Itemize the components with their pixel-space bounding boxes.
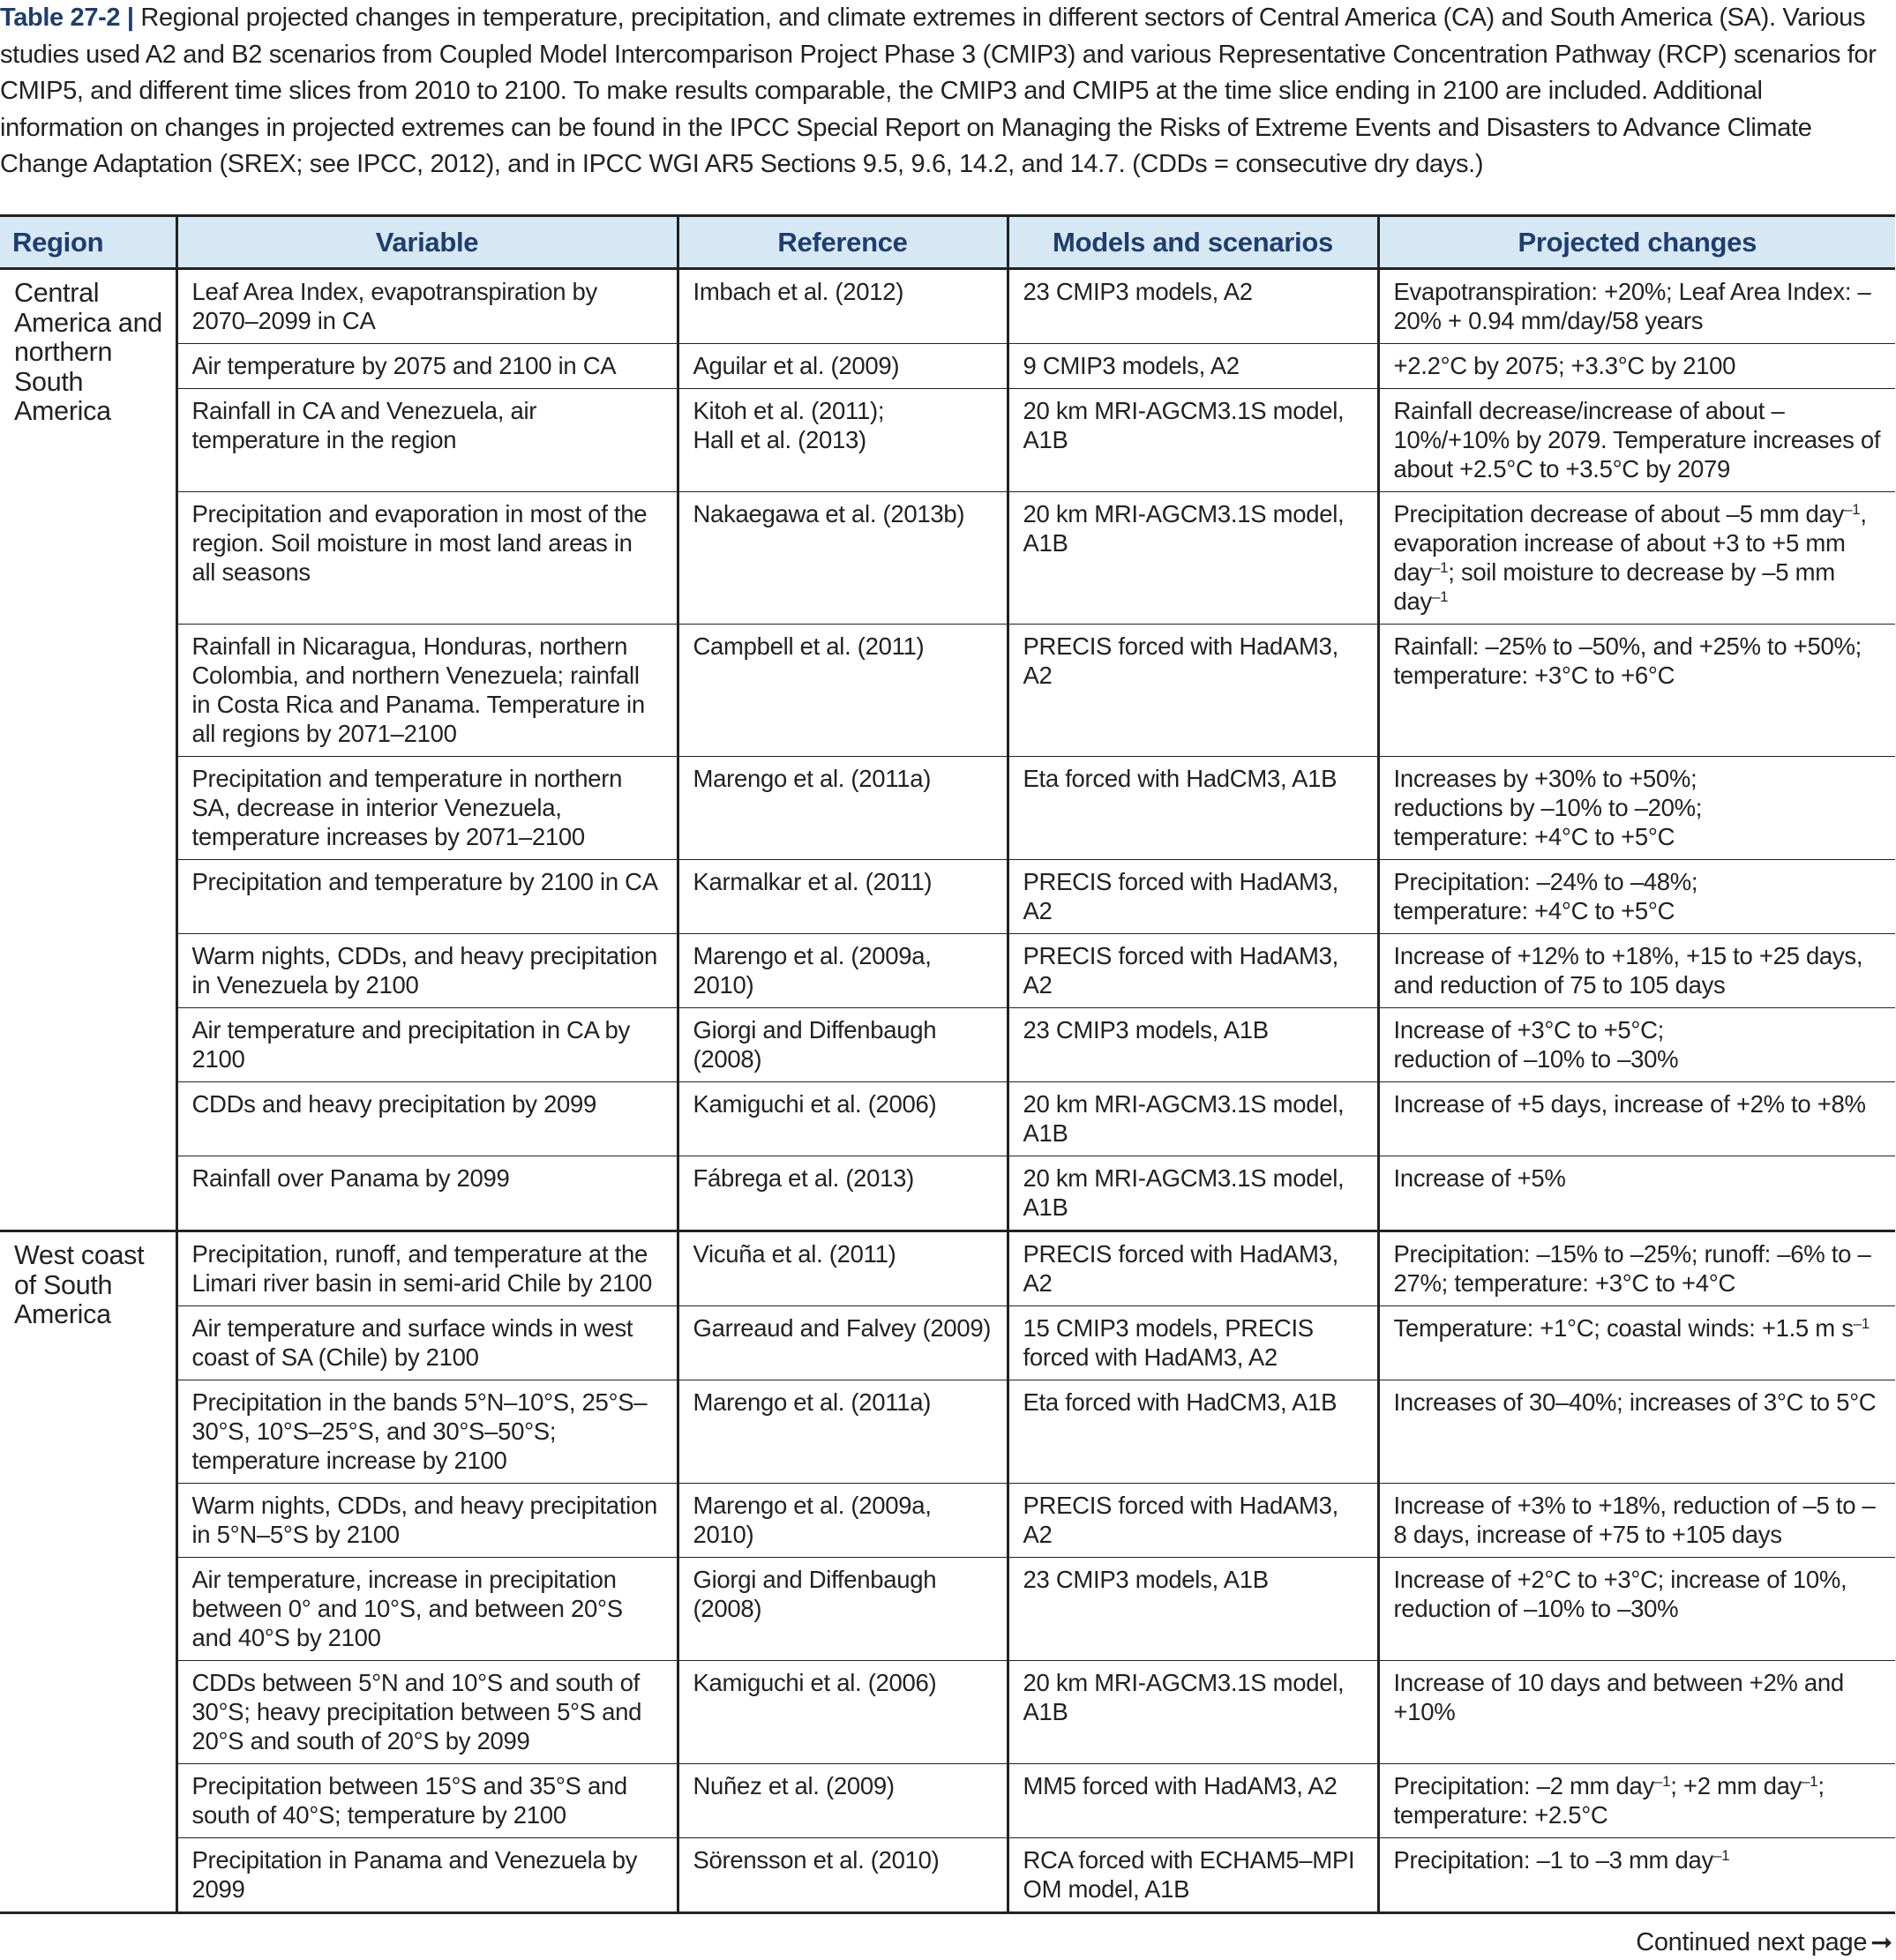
region-cell: Central America and northern South America	[0, 269, 176, 1231]
projected-cell: Precipitation decrease of about –5 mm day$^{-1}$, evaporation increase of about +3 to +5 mm day$^{-1}$; soil moisture to decrease by –5 mm day$^{-1}$	[1378, 492, 1895, 625]
projected-cell: Precipitation: –1 to –3 mm day$^{-1}$	[1378, 1838, 1895, 1913]
variable-cell: Precipitation in the bands 5°N–10°S, 25°S–30°S, 10°S–25°S, and 30°S–50°S; temperature increase by 2100	[176, 1380, 678, 1484]
table-row	[0, 389, 1895, 492]
projected-cell: Increase of 10 days and between +2% and +10%	[1378, 1661, 1895, 1764]
projected-cell: Increase of +5%	[1378, 1156, 1895, 1231]
table-row	[0, 1231, 1895, 1306]
table-row	[0, 344, 1895, 389]
table-caption	[0, 0, 1888, 183]
projected-cell: Rainfall: –25% to –50%, and +25% to +50%; temperature: +3°C to +6°C	[1378, 625, 1895, 757]
models-cell: 20 km MRI-AGCM3.1S model, A1B	[1008, 1082, 1378, 1156]
variable-cell: Rainfall in CA and Venezuela, air temperature in the region	[176, 389, 678, 492]
models-cell: PRECIS forced with HadAM3, A2	[1008, 934, 1378, 1008]
table-row	[0, 269, 1895, 344]
models-cell: PRECIS forced with HadAM3, A2	[1008, 1484, 1378, 1558]
table-row	[0, 1306, 1895, 1380]
continued-note	[1636, 1927, 1892, 1958]
table-row	[0, 1380, 1895, 1484]
variable-cell: Precipitation and temperature in northern SA, decrease in interior Venezuela, temperature increases by 2071–2100	[176, 757, 678, 860]
table-row	[0, 1558, 1895, 1661]
projected-cell: Increase of +3°C to +5°C; reduction of –10% to –30%	[1378, 1008, 1895, 1082]
models-cell: 15 CMIP3 models, PRECIS forced with HadAM3, A2	[1008, 1306, 1378, 1380]
table-row	[0, 1156, 1895, 1231]
table-row	[0, 625, 1895, 757]
table-row	[0, 1838, 1895, 1913]
models-cell: 23 CMIP3 models, A1B	[1008, 1558, 1378, 1661]
models-cell: PRECIS forced with HadAM3, A2	[1008, 1231, 1378, 1306]
table-row	[0, 1082, 1895, 1156]
continued-text: Continued next page	[1636, 1928, 1868, 1956]
models-cell: 20 km MRI-AGCM3.1S model, A1B	[1008, 492, 1378, 625]
region-cell: West coast of South America	[0, 1231, 176, 1913]
caption-text: Regional projected changes in temperature, precipitation, and climate extremes in different sectors of Central America (CA) and South America (SA). Various studies used A2 and B2 scenarios from Coupled Model Intercomparison Project Phase 3 (CMIP3) and various Representative Concentration Pathway (RCP) scenarios for CMIP5, and different time slices from 2010 to 2100. To make results comparable, the CMIP3 and CMIP5 at the time slice ending in 2100 are included. Additional information on changes in projected extremes can be found in the IPCC Special Report on Managing the Risks of Extreme Events and Disasters to Advance Climate Change Adaptation (SREX; see IPCC, 2012), and in IPCC WGI AR5 Sections 9.5, 9.6, 14.2, and 14.7. (CDDs = consecutive dry days.)	[0, 4, 1877, 178]
variable-cell: Precipitation and temperature by 2100 in CA	[176, 860, 678, 934]
projected-cell: Increase of +2°C to +3°C; increase of 10%, reduction of –10% to –30%	[1378, 1558, 1895, 1661]
reference-cell: Kamiguchi et al. (2006)	[678, 1661, 1008, 1764]
header-reference: Reference	[678, 216, 1008, 269]
reference-cell: Fábrega et al. (2013)	[678, 1156, 1008, 1231]
variable-cell: Precipitation, runoff, and temperature at the Limari river basin in semi-arid Chile by 2100	[176, 1231, 678, 1306]
header-region: Region	[0, 216, 176, 269]
models-cell: 20 km MRI-AGCM3.1S model, A1B	[1008, 1661, 1378, 1764]
reference-cell: Marengo et al. (2009a, 2010)	[678, 934, 1008, 1008]
variable-cell: CDDs and heavy precipitation by 2099	[176, 1082, 678, 1156]
models-cell: 20 km MRI-AGCM3.1S model, A1B	[1008, 1156, 1378, 1231]
reference-cell: Nakaegawa et al. (2013b)	[678, 492, 1008, 625]
projected-cell: Increases of 30–40%; increases of 3°C to 5°C	[1378, 1380, 1895, 1484]
table-row	[0, 860, 1895, 934]
models-cell: Eta forced with HadCM3, A1B	[1008, 1380, 1378, 1484]
header-variable: Variable	[176, 216, 678, 269]
header-models: Models and scenarios	[1008, 216, 1378, 269]
variable-cell: Air temperature and surface winds in west coast of SA (Chile) by 2100	[176, 1306, 678, 1380]
variable-cell: Air temperature, increase in precipitation between 0° and 10°S, and between 20°S and 40°S by 2100	[176, 1558, 678, 1661]
variable-cell: Precipitation and evaporation in most of the region. Soil moisture in most land areas in all seasons	[176, 492, 678, 625]
table-label: Table 27-2	[0, 4, 121, 32]
right-arrow-icon: ➞	[1870, 1928, 1892, 1957]
table-row	[0, 1484, 1895, 1558]
models-cell: 20 km MRI-AGCM3.1S model, A1B	[1008, 389, 1378, 492]
models-cell: 9 CMIP3 models, A2	[1008, 344, 1378, 389]
table-row	[0, 757, 1895, 860]
table-row	[0, 492, 1895, 625]
variable-cell: Air temperature and precipitation in CA by 2100	[176, 1008, 678, 1082]
reference-cell: Marengo et al. (2009a, 2010)	[678, 1484, 1008, 1558]
projected-cell: Evapotranspiration: +20%; Leaf Area Index: –20% + 0.94 mm/day/58 years	[1378, 269, 1895, 344]
projected-cell: Increase of +12% to +18%, +15 to +25 days, and reduction of 75 to 105 days	[1378, 934, 1895, 1008]
reference-cell: Nuñez et al. (2009)	[678, 1764, 1008, 1838]
variable-cell: Warm nights, CDDs, and heavy precipitation in 5°N–5°S by 2100	[176, 1484, 678, 1558]
reference-cell: Sörensson et al. (2010)	[678, 1838, 1008, 1913]
reference-cell: Giorgi and Diffenbaugh (2008)	[678, 1558, 1008, 1661]
reference-cell: Aguilar et al. (2009)	[678, 344, 1008, 389]
reference-cell: Campbell et al. (2011)	[678, 625, 1008, 757]
variable-cell: Rainfall in Nicaragua, Honduras, northern Colombia, and northern Venezuela; rainfall in Costa Rica and Panama. Temperature in all regions by 2071–2100	[176, 625, 678, 757]
models-cell: RCA forced with ECHAM5–MPI OM model, A1B	[1008, 1838, 1378, 1913]
projected-cell: Rainfall decrease/increase of about –10%/+10% by 2079. Temperature increases of about +2.5°C to +3.5°C by 2079	[1378, 389, 1895, 492]
reference-cell: Kitoh et al. (2011); Hall et al. (2013)	[678, 389, 1008, 492]
table-row	[0, 1661, 1895, 1764]
reference-cell: Karmalkar et al. (2011)	[678, 860, 1008, 934]
models-cell: MM5 forced with HadAM3, A2	[1008, 1764, 1378, 1838]
projected-cell: Temperature: +1°C; coastal winds: +1.5 m $s^{-1}$	[1378, 1306, 1895, 1380]
table-row	[0, 1764, 1895, 1838]
models-cell: 23 CMIP3 models, A2	[1008, 269, 1378, 344]
header-projected: Projected changes	[1378, 216, 1895, 269]
variable-cell: Leaf Area Index, evapotranspiration by 2070–2099 in CA	[176, 269, 678, 344]
table-header-row	[0, 216, 1895, 269]
reference-cell: Kamiguchi et al. (2006)	[678, 1082, 1008, 1156]
table-row	[0, 934, 1895, 1008]
projections-table	[0, 214, 1895, 1914]
variable-cell: Warm nights, CDDs, and heavy precipitation in Venezuela by 2100	[176, 934, 678, 1008]
variable-cell: CDDs between 5°N and 10°S and south of 30°S; heavy precipitation between 5°S and 20°S and south of 20°S by 2099	[176, 1661, 678, 1764]
variable-cell: Rainfall over Panama by 2099	[176, 1156, 678, 1231]
models-cell: 23 CMIP3 models, A1B	[1008, 1008, 1378, 1082]
projected-cell: Precipitation: –2 mm day$^{-1}$; +2 mm day$^{-1}$; temperature: +2.5°C	[1378, 1764, 1895, 1838]
projected-cell: Precipitation: –15% to –25%; runoff: –6% to –27%; temperature: +3°C to +4°C	[1378, 1231, 1895, 1306]
reference-cell: Giorgi and Diffenbaugh (2008)	[678, 1008, 1008, 1082]
variable-cell: Precipitation between 15°S and 35°S and south of 40°S; temperature by 2100	[176, 1764, 678, 1838]
table-body	[0, 269, 1895, 1913]
models-cell: PRECIS forced with HadAM3, A2	[1008, 625, 1378, 757]
variable-cell: Air temperature by 2075 and 2100 in CA	[176, 344, 678, 389]
projected-cell: +2.2°C by 2075; +3.3°C by 2100	[1378, 344, 1895, 389]
reference-cell: Garreaud and Falvey (2009)	[678, 1306, 1008, 1380]
models-cell: PRECIS forced with HadAM3, A2	[1008, 860, 1378, 934]
projected-cell: Increase of +5 days, increase of +2% to +8%	[1378, 1082, 1895, 1156]
projected-cell: Increases by +30% to +50%; reductions by –10% to –20%; temperature: +4°C to +5°C	[1378, 757, 1895, 860]
variable-cell: Precipitation in Panama and Venezuela by 2099	[176, 1838, 678, 1913]
models-cell: Eta forced with HadCM3, A1B	[1008, 757, 1378, 860]
table-row	[0, 1008, 1895, 1082]
reference-cell: Marengo et al. (2011a)	[678, 757, 1008, 860]
projected-cell: Precipitation: –24% to –48%; temperature: +4°C to +5°C	[1378, 860, 1895, 934]
reference-cell: Vicuña et al. (2011)	[678, 1231, 1008, 1306]
projected-cell: Increase of +3% to +18%, reduction of –5 to –8 days, increase of +75 to +105 days	[1378, 1484, 1895, 1558]
reference-cell: Marengo et al. (2011a)	[678, 1380, 1008, 1484]
reference-cell: Imbach et al. (2012)	[678, 269, 1008, 344]
caption-separator: |	[126, 4, 134, 32]
